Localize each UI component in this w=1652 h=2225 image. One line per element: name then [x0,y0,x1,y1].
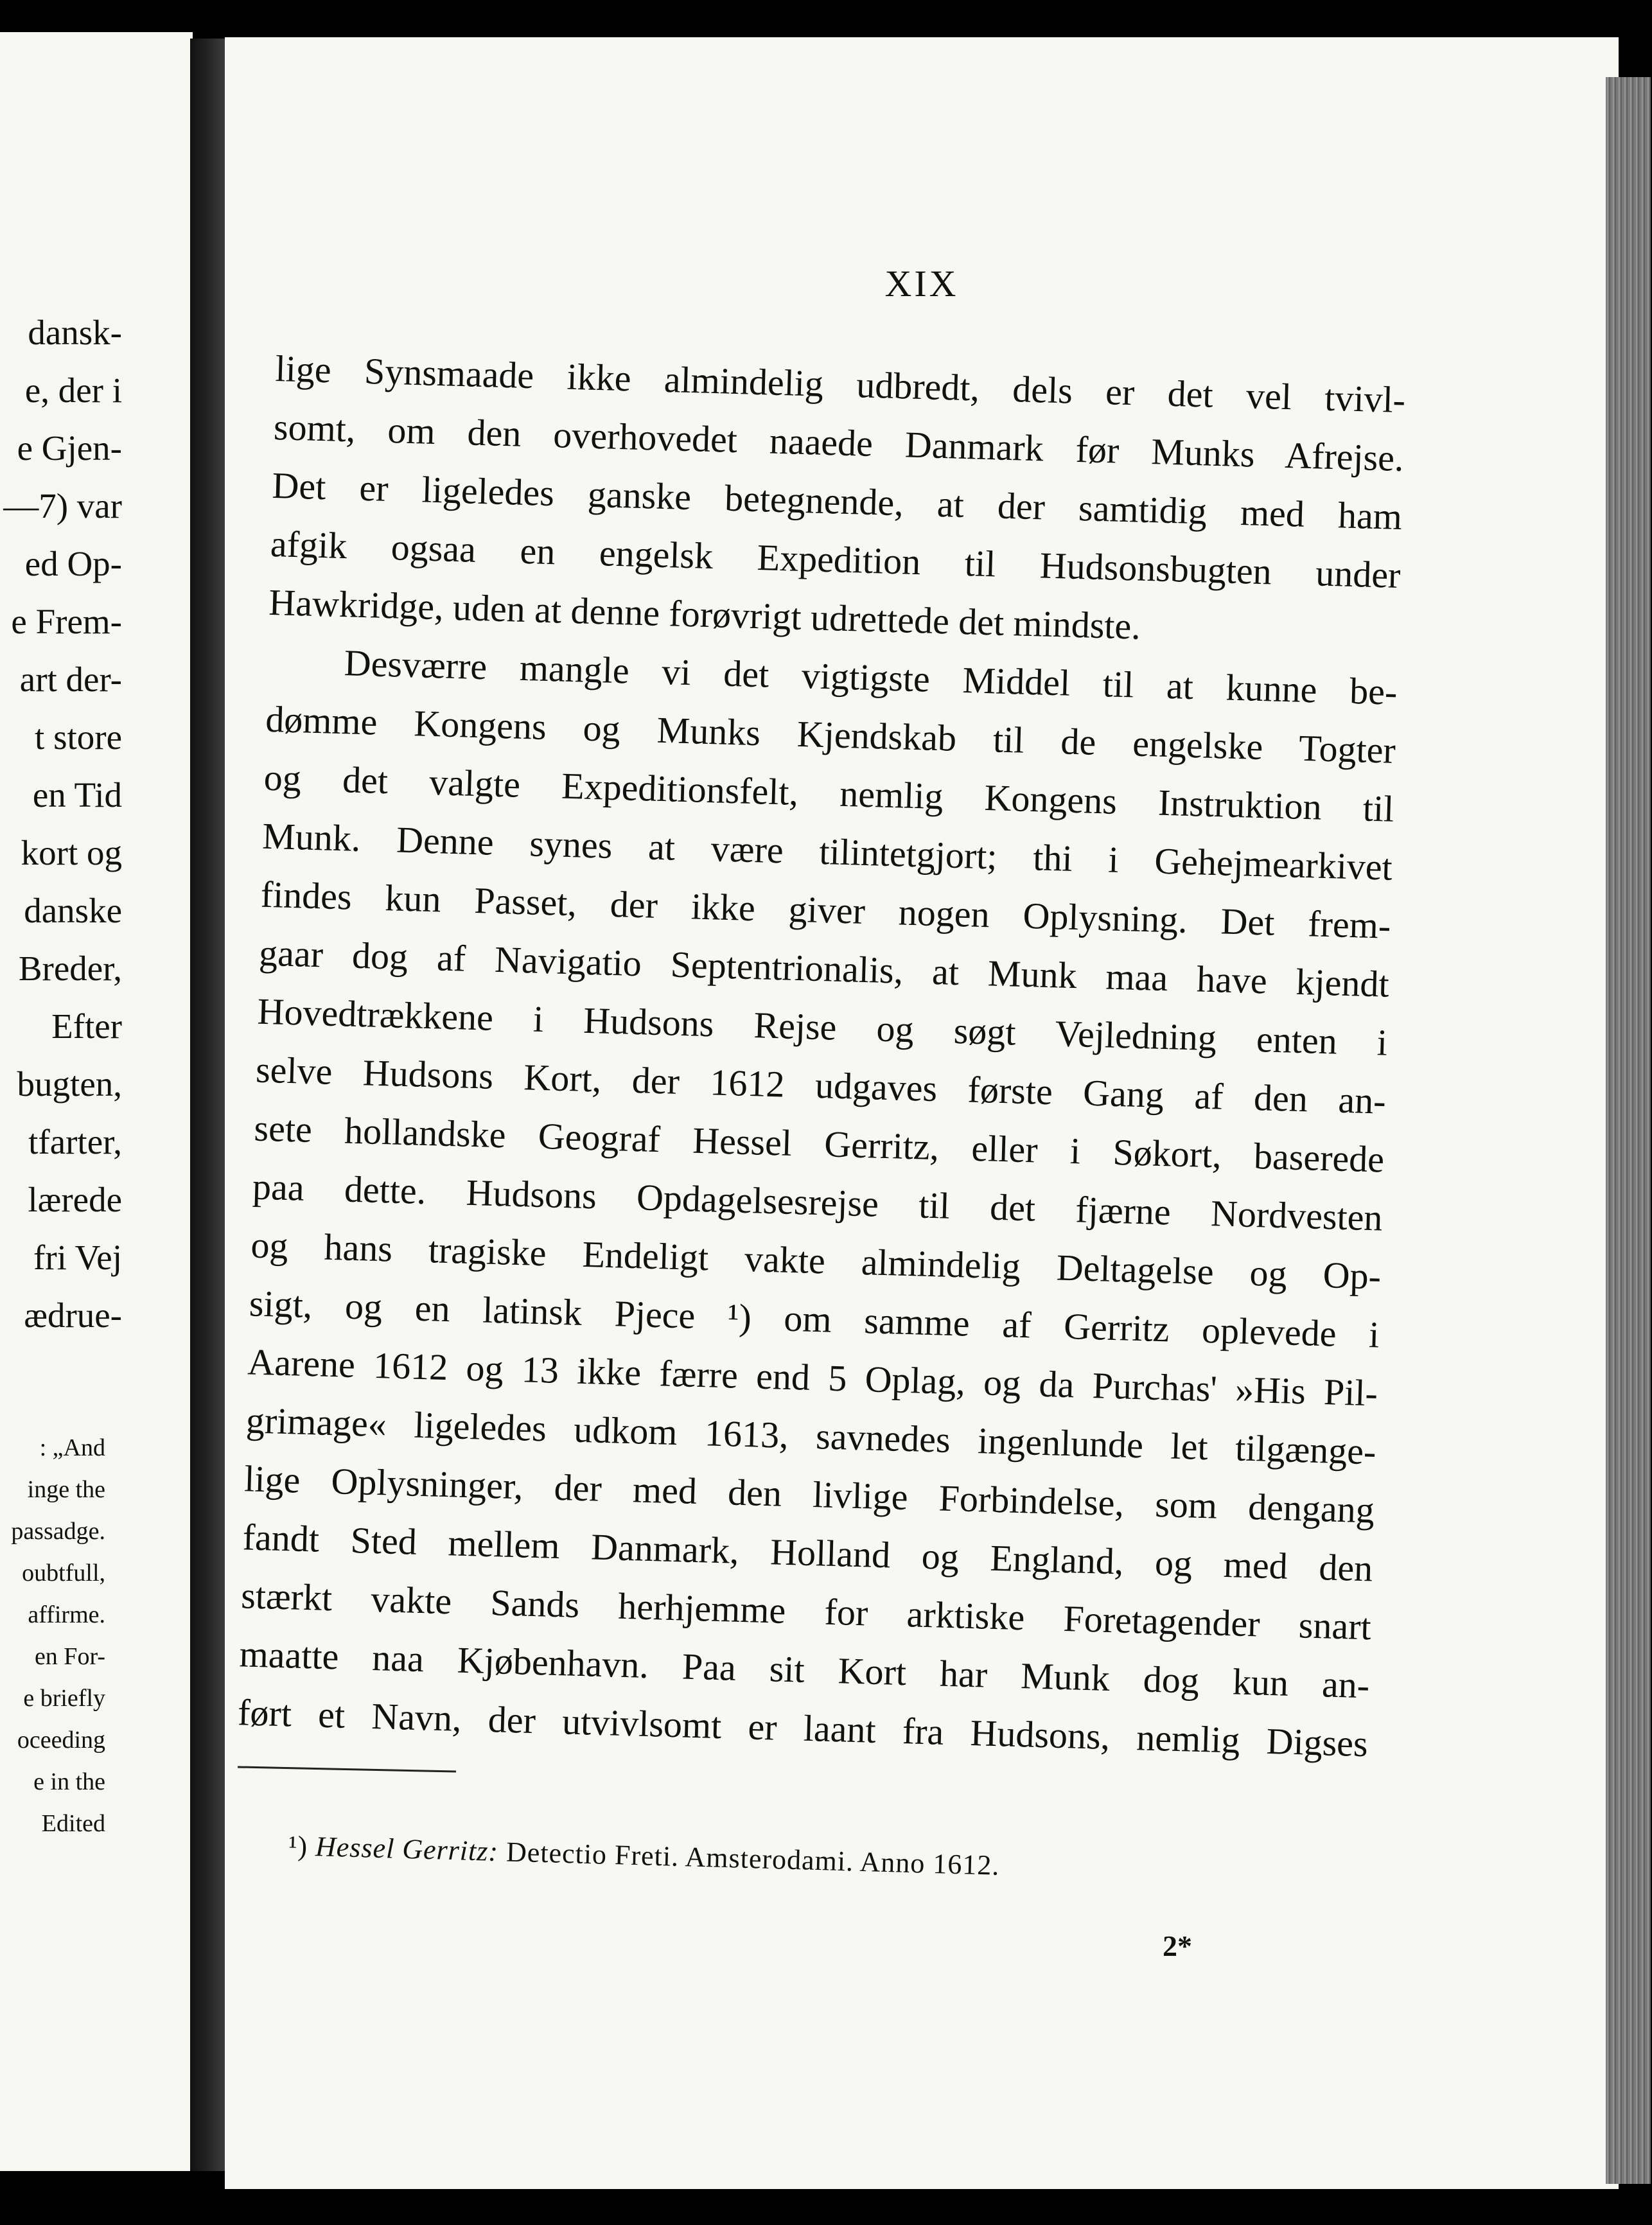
footnote-marker: ¹) [288,1829,308,1862]
text-line: Munk. Denne synes at være tilintetgjort; thi i Gehejmearkivet [261,814,1393,888]
left-line: ed Op- [24,544,122,583]
text-line: Aarene 1612 og 13 ikke færre end 5 Oplag, og da Purchas' »His Pil- [247,1341,1378,1414]
left-line: —7) var [3,486,122,525]
left-footnote-line: en For- [34,1643,105,1670]
text-line: Desværre mangle vi det vigtigste Middel til at kunne be- [344,642,1398,713]
left-line: fri Vej [33,1238,122,1277]
text-line: dømme Kongens og Munks Kjendskab til de engelske Togter [265,698,1396,771]
footnote-author: Hessel Gerritz: [315,1831,499,1868]
text-line: fandt Sted mellem Danmark, Holland og England, og med den [242,1516,1374,1590]
text-line: somt, om den overhovedet naaede Danmark før Munks Afrejse. [273,405,1405,480]
left-line: kort og [21,833,122,872]
left-footnote-line: e briefly [23,1685,105,1712]
left-page [0,32,193,2171]
book-gutter [190,39,230,2171]
left-line: e, der i [24,371,122,410]
left-line: dansk- [28,313,122,352]
left-footnote-line: Edited [41,1810,105,1837]
left-footnote-line: oubtfull, [22,1560,105,1587]
left-line: e Gjen- [17,428,122,468]
text-line: og det valgte Expeditionsfelt, nemlig Kongens Instruktion til [263,756,1395,830]
left-line: Breder, [18,949,122,988]
text-line: gaar dog af Navigatio Septentrionalis, at Munk maa have kjendt [258,931,1390,1005]
text-line: selve Hudsons Kort, der 1612 udgaves første Gang af den an- [255,1048,1387,1122]
text-line: paa dette. Hudsons Opdagelsesrejse til det fjærne Nordvesten [252,1165,1384,1239]
text-line: Hovedtrækkene i Hudsons Rejse og søgt Vejledning enten i [256,990,1389,1064]
left-line: t store [35,717,122,757]
text-line: sigt, og en latinsk Pjece ¹) om samme af Gerritz oplevede i [249,1282,1380,1356]
right-page [225,37,1619,2189]
text-line: Det er ligeledes ganske betegnende, at der samtidig med ham [271,464,1403,538]
footnote-rule [238,1766,456,1772]
text-line: afgik ogsaa en engelsk Expedition til Hudsonsbugten under [270,522,1402,597]
text-line: og hans tragiske Endeligt vakte almindelig Deltagelse og Op- [250,1224,1382,1297]
text-line: grimage« ligeledes udkom 1613, savnedes ingenlunde let tilgænge- [245,1399,1377,1473]
text-line: lige Synsmaade ikke almindelig udbredt, dels er det vel tvivl- [274,347,1406,421]
left-line: bugten, [17,1064,122,1104]
footnote-text: Detectio Freti. Amsterodami. Anno 1612. [505,1836,1001,1881]
left-line: tfarter, [28,1122,122,1161]
body-text [237,339,1406,1773]
text-line: findes kun Passet, der ikke giver nogen Oplysning. Det frem- [259,873,1392,947]
text-line: maatte naa Kjøbenhavn. Paa sit Kort har Munk dog kun an- [238,1633,1371,1707]
left-line: en Tid [32,775,122,814]
text-line: lige Oplysninger, der med den livlige Forbindelse, som dengang [243,1457,1375,1531]
left-line: danske [24,891,122,930]
text-line: stærkt vakte Sands herhjemme for arktiske Foretagender snart [240,1574,1372,1648]
left-line: Efter [51,1007,122,1046]
left-line: lærede [28,1180,122,1219]
left-line: art der- [19,660,122,699]
page-edges [1606,77,1651,2184]
text-line: sete hollandske Geograf Hessel Gerritz, eller i Søkort, baserede [253,1107,1385,1181]
left-line: e Frem- [11,602,122,641]
left-footnote-line: passadge. [11,1518,105,1545]
left-footnote-line: oceeding [17,1727,105,1754]
left-footnote-line: inge the [27,1476,105,1503]
left-footnote-line: affirme. [28,1601,105,1628]
text-line: Hawkridge, uden at denne forøvrigt udrettede det mindste. [268,581,1141,647]
left-footnote-line: e in the [33,1768,105,1795]
left-footnote-line: : „And [39,1434,105,1461]
signature-mark: 2* [1163,1930,1192,1962]
left-line: ædrue- [24,1296,122,1335]
page-number: XIX [884,263,959,304]
footnote [288,1829,1001,1882]
text-line: ført et Navn, der utvivlsomt er laant fra Hudsons, nemlig Digses [237,1691,1369,1765]
